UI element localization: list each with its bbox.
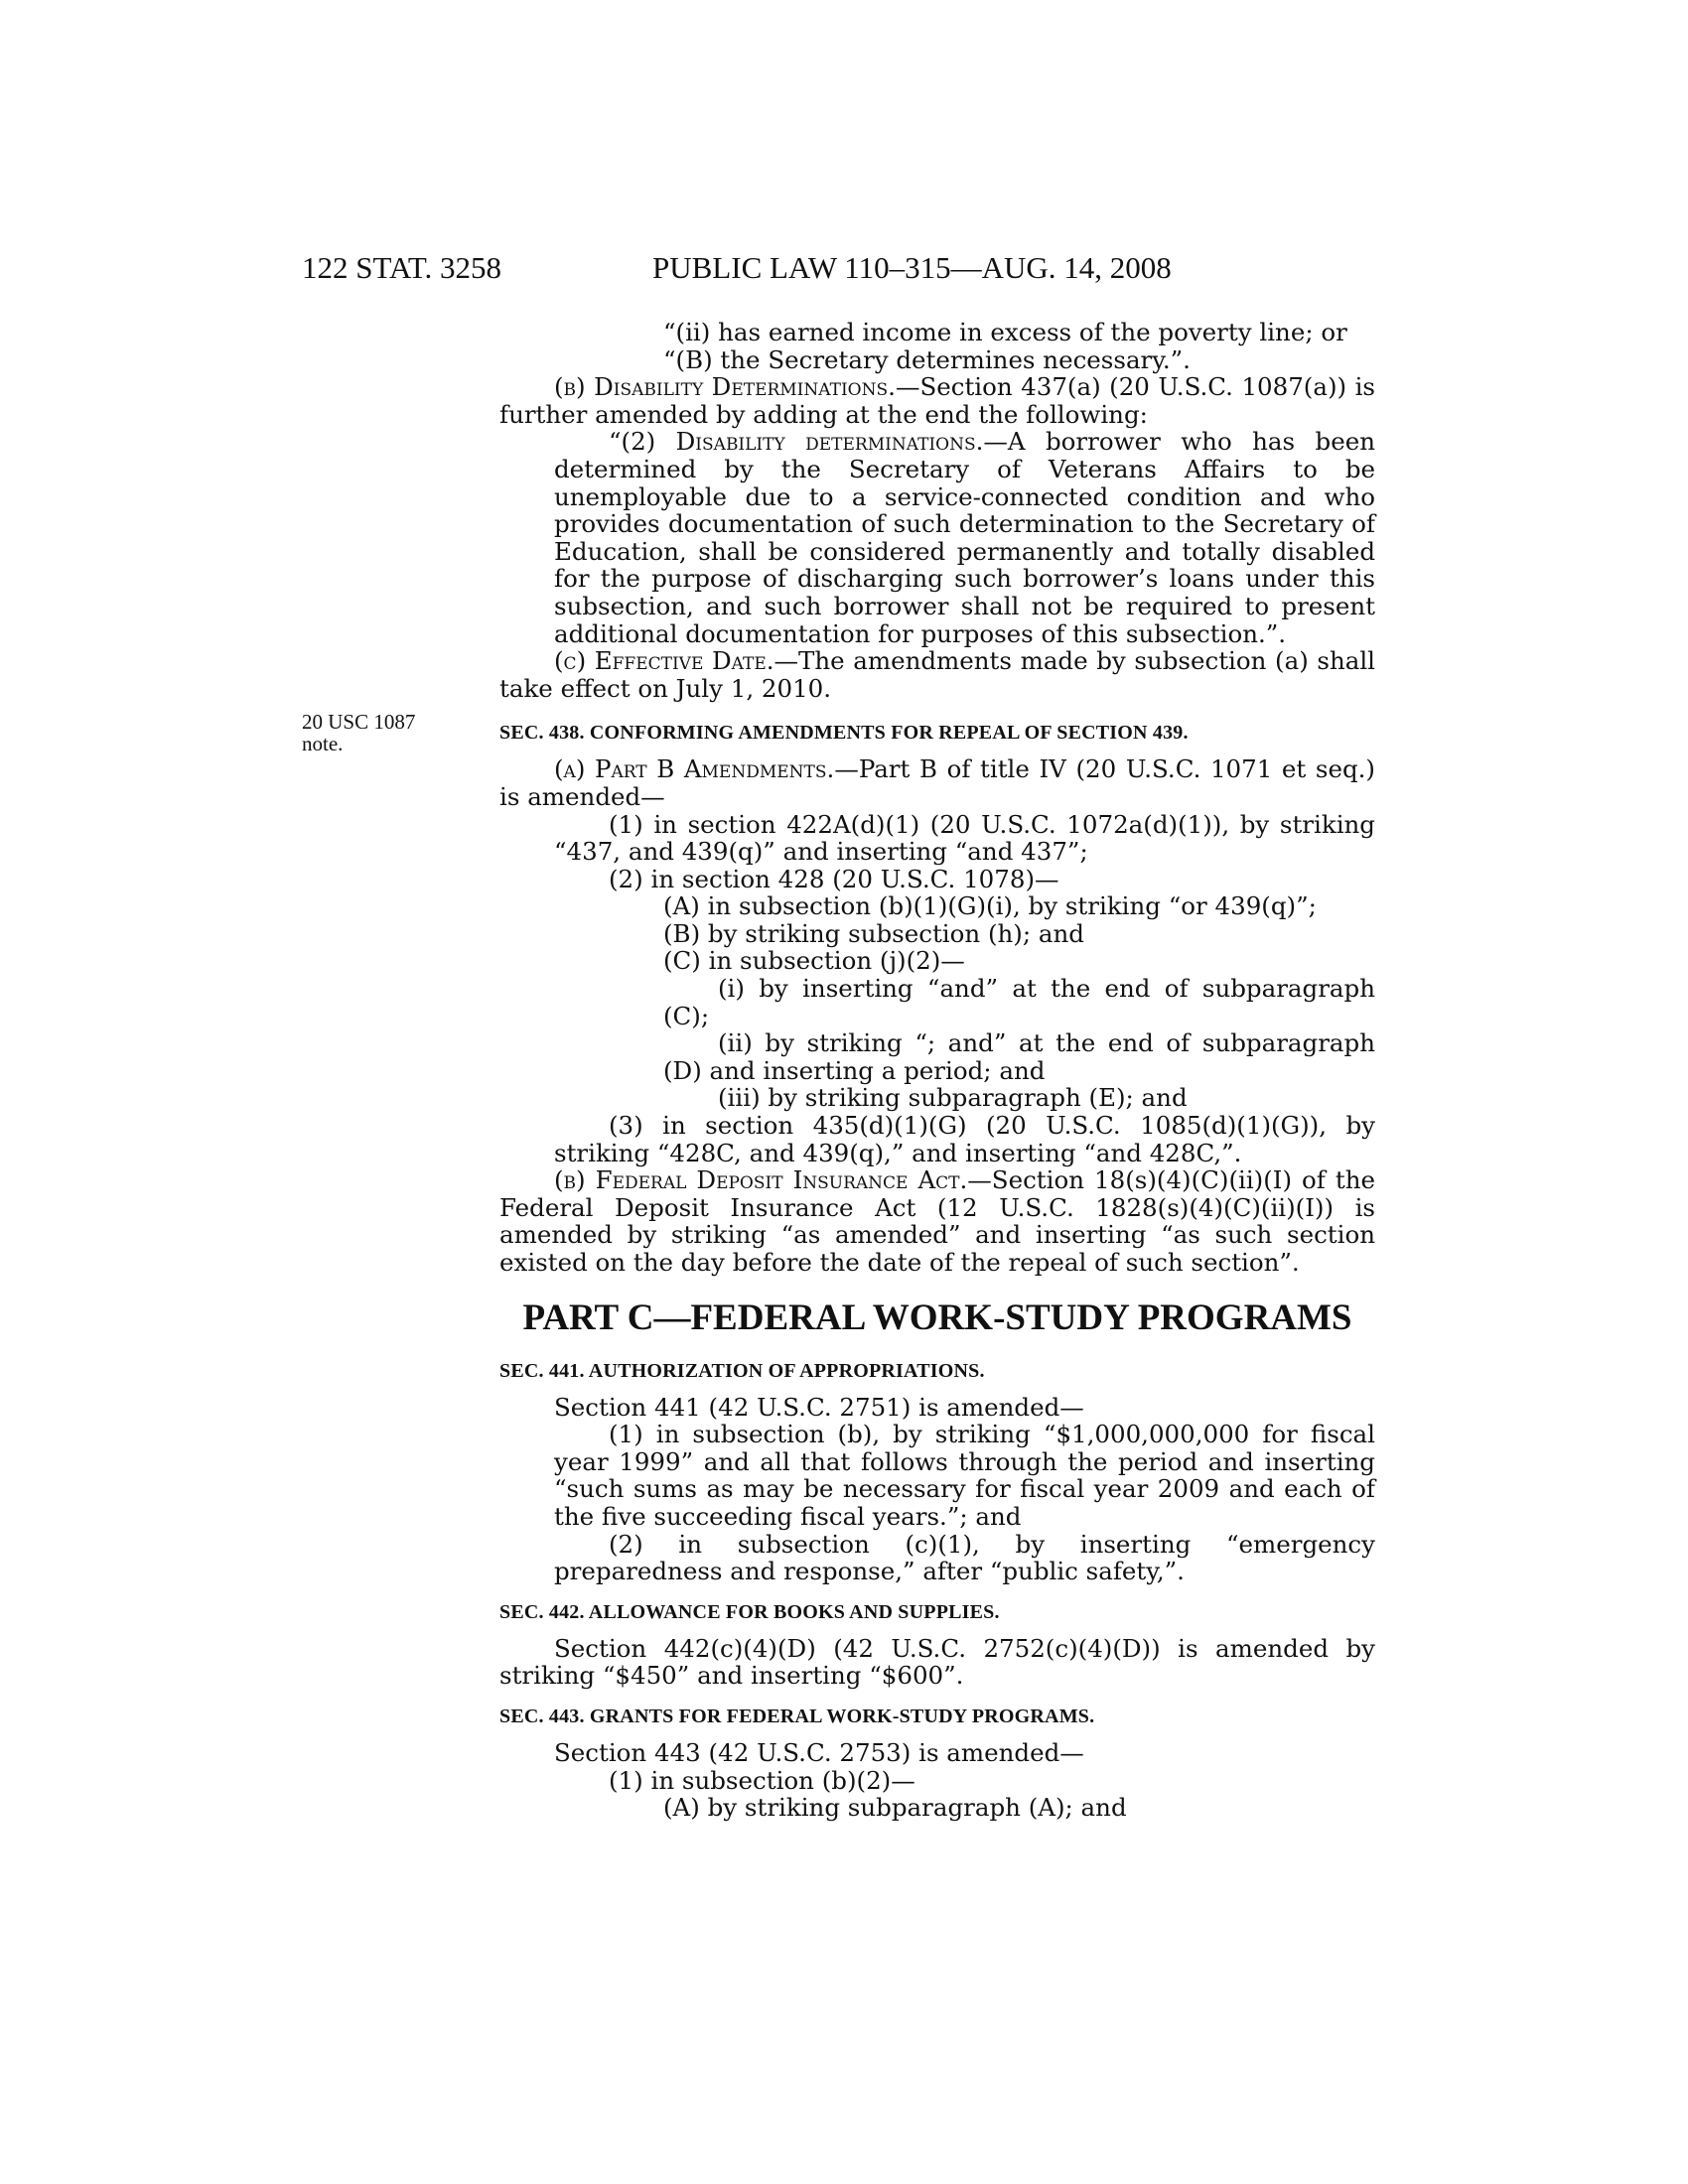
section-heading-438: SEC. 438. CONFORMING AMENDMENTS FOR REPEAL OF SECTION 439. [499, 722, 1189, 745]
subsection-text: —Section 437(a) (20 U.S.C. 1087(a)) is further amended by adding at the end the following: [499, 372, 1375, 429]
clause: (ii) by striking “; and” at the end of subparagraph (D) and inserting a period; and [663, 1028, 1375, 1085]
subparagraph: (B) by striking subsection (h); and [663, 918, 1084, 948]
subsection-heading: (b) Federal Deposit Insurance Act. [554, 1165, 968, 1195]
subsection-text: —The amendments made by subsection (a) shall take effect on July 1, 2010. [499, 646, 1375, 703]
subsection-heading: (b) Disability Determinations. [554, 372, 896, 402]
paragraph: (1) in subsection (b)(2)— [609, 1765, 915, 1795]
running-title: PUBLIC LAW 110–315—AUG. 14, 2008 [652, 250, 1172, 285]
paragraph: (1) in subsection (b), by striking “$1,000,000,000 for fiscal year 1999” and all that follows through the period and inserting “such sums as may be necessary for fiscal year 2009 and each of the five succeeding fiscal years.”; and [554, 1420, 1375, 1531]
paragraph-heading: “(2) Disability determinations. [609, 427, 984, 457]
paragraph: Section 443 (42 U.S.C. 2753) is amended— [554, 1737, 1084, 1767]
section-heading-442: SEC. 442. ALLOWANCE FOR BOOKS AND SUPPLIES. [499, 1600, 1000, 1623]
quoted-paragraph [499, 428, 1375, 647]
part-heading: PART C—FEDERAL WORK-STUDY PROGRAMS [522, 1297, 1352, 1338]
subparagraph: (A) by striking subparagraph (A); and [663, 1793, 1127, 1823]
clause: (iii) by striking subparagraph (E); and [718, 1083, 1188, 1113]
paragraph: (1) in section 422A(d)(1) (20 U.S.C. 1072a(d)(1)), by striking “437, and 439(q)” and inserting “and 437”; [554, 809, 1375, 867]
page-header [302, 250, 1375, 290]
subsection-heading: (a) Part B Amendments. [554, 754, 835, 784]
section-heading-443: SEC. 443. GRANTS FOR FEDERAL WORK-STUDY PROGRAMS. [499, 1705, 1095, 1727]
subsection-text: —Section 18(s)(4)(C)(ii)(I) of the Federal Deposit Insurance Act (12 U.S.C. 1828(s)(4)(C)(ii)(I)) is amended by striking “as amended” and inserting “as such section existed on the day before the date of the repeal of such section”. [499, 1165, 1375, 1277]
stat-page-number: 122 STAT. 3258 [302, 250, 502, 285]
paragraph-text: —A borrower who has been determined by the Secretary of Veterans Affairs to be unemployable due to a service-connected condition and who provides documentation of such determination to the Secretary of Education, shall be considered permanently and totally disabled for the purpose of discharging such borrower’s loans under this subsection, and such borrower shall not be required to present additional documentation for purposes of this subsection.”. [554, 427, 1375, 648]
document-body [499, 319, 1375, 1822]
subsection-c [499, 647, 1375, 702]
subparagraph: (C) in subsection (j)(2)— [663, 946, 965, 976]
subsection-heading: (c) Effective Date. [554, 646, 774, 676]
paragraph: “(B) the Secretary determines necessary.”. [663, 344, 1191, 374]
margin-note-citation: 20 USC 1087 [302, 710, 416, 734]
paragraph: (2) in subsection (c)(1), by inserting “emergency preparedness and response,” after “public safety,”. [554, 1529, 1375, 1586]
margin-note-label: note. [302, 732, 344, 755]
margin-note [302, 711, 415, 754]
paragraph: “(ii) has earned income in excess of the poverty line; or [663, 318, 1347, 346]
clause: (i) by inserting “and” at the end of subparagraph (C); [663, 974, 1375, 1030]
paragraph: Section 442(c)(4)(D) (42 U.S.C. 2752(c)(4)(D)) is amended by striking “$450” and inserting “$600”. [499, 1633, 1375, 1691]
subsection-a [499, 755, 1375, 810]
section-heading-441: SEC. 441. AUTHORIZATION OF APPROPRIATIONS. [499, 1359, 985, 1382]
subparagraph: (A) in subsection (b)(1)(G)(i), by striking “or 439(q)”; [663, 891, 1317, 921]
paragraph: (2) in section 428 (20 U.S.C. 1078)— [609, 864, 1059, 893]
subsection-b [499, 373, 1375, 428]
subsection-b-fdia [499, 1166, 1375, 1276]
subsection-text: —Part B of title IV (20 U.S.C. 1071 et seq.) is amended— [499, 754, 1375, 811]
paragraph: (3) in section 435(d)(1)(G) (20 U.S.C. 1085(d)(1)(G)), by striking “428C, and 439(q),” and inserting “and 428C,”. [554, 1111, 1375, 1167]
paragraph: Section 441 (42 U.S.C. 2751) is amended— [554, 1392, 1084, 1422]
